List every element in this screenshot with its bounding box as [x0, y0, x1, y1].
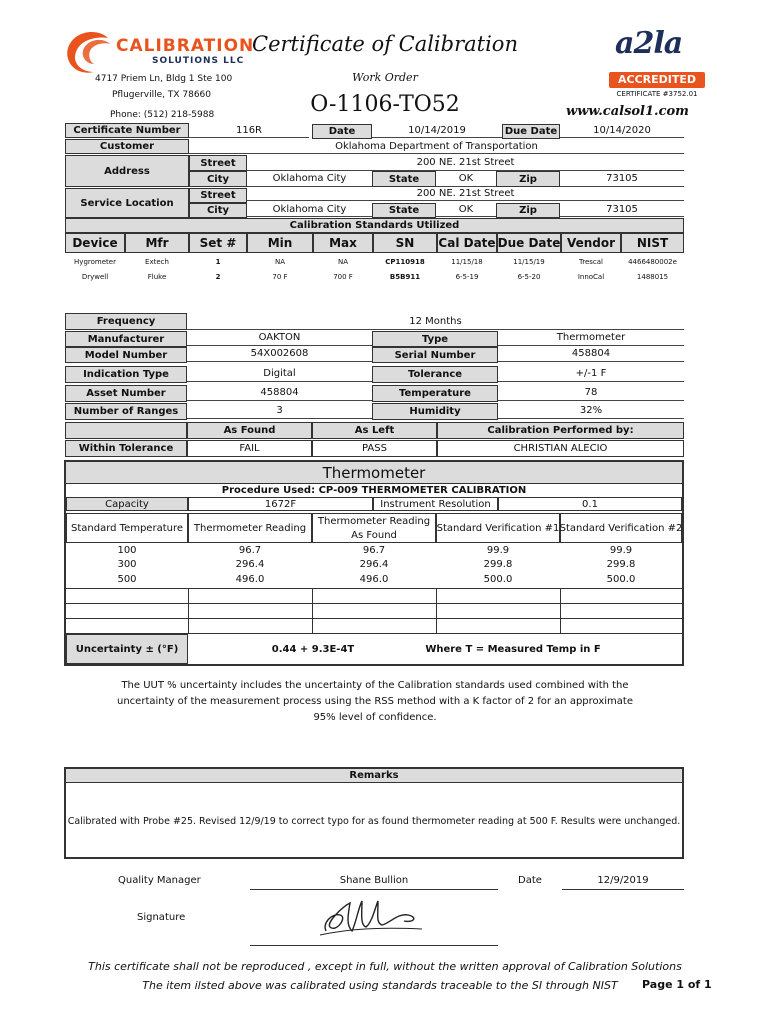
as-found-value: FAIL [187, 440, 312, 457]
a2la-mark: a2la [615, 26, 683, 61]
statement-line-3: 95% level of confidence. [313, 712, 437, 723]
std-cell: NA [337, 258, 349, 266]
std-header-sn: SN [373, 233, 437, 253]
frequency-value: 12 Months [187, 313, 684, 330]
resolution-label: Instrument Resolution [373, 497, 498, 511]
address-label: Address [65, 155, 189, 187]
signoff-date-underline [562, 889, 684, 890]
uncertainty-statement [100, 678, 650, 726]
service-location-label: Service Location [65, 188, 189, 218]
company-address-1: 4717 Priem Ln, Bldg 1 Ste 100 [95, 74, 233, 84]
service-state-label: State [372, 203, 436, 218]
within-tolerance-label: Within Tolerance [65, 440, 187, 457]
table-gridline [436, 588, 437, 633]
resolution-value: 0.1 [498, 497, 682, 511]
std-cell: Fluke [147, 273, 167, 281]
table-gridline [188, 588, 189, 633]
date-label: Date [312, 124, 372, 139]
performed-by-value: CHRISTIAN ALECIO [437, 440, 684, 457]
address-state-label: State [372, 171, 436, 187]
std-header-vendor: Vendor [561, 233, 621, 253]
table-gridline [66, 603, 682, 604]
as-found-label: As Found [187, 422, 312, 439]
std-cell: 2 [215, 273, 221, 281]
qm-name-underline [250, 889, 498, 890]
standards-title: Calibration Standards Utilized [65, 218, 684, 233]
std-header-device: Device [65, 233, 125, 253]
type-label: Type [372, 331, 498, 347]
std-cell: 1 [215, 258, 221, 266]
customer-value: Oklahoma Department of Transportation [189, 139, 684, 154]
tolerance-label: Tolerance [372, 366, 498, 383]
performed-by-label: Calibration Performed by: [437, 422, 684, 439]
table-cell: 496.0 [235, 574, 265, 585]
std-cell: B5B911 [389, 273, 421, 281]
serial-label: Serial Number [372, 347, 498, 363]
std-cell: Trescal [578, 258, 603, 266]
capacity-value: 1672F [188, 497, 373, 511]
table-cell: 500 [117, 574, 137, 585]
table-cell: 496.0 [359, 574, 389, 585]
address-street-value: 200 NE. 21st Street [247, 155, 684, 171]
table-cell: 296.4 [359, 559, 389, 570]
std-header-max: Max [313, 233, 373, 253]
table-cell: 99.9 [486, 545, 510, 556]
std-header-due-date: Due Date [497, 233, 561, 253]
remarks-text: Calibrated with Probe #25. Revised 12/9/19 to correct typo for as found thermometer reading at 500 F. Results were unchanged. [67, 815, 681, 827]
std-cell: Hygrometer [74, 258, 116, 266]
footer-line-1: This certificate shall not be reproduced , except in full, without the written approval of Calibration Solutions [88, 960, 682, 973]
table-cell: 96.7 [362, 545, 386, 556]
manufacturer-label: Manufacturer [65, 331, 187, 347]
asset-value: 458804 [187, 384, 372, 401]
table-cell: 296.4 [235, 559, 265, 570]
handwritten-signature [318, 893, 428, 941]
table-cell: 299.8 [483, 559, 513, 570]
table-cell: 500.0 [483, 574, 513, 585]
service-city-label: City [189, 203, 247, 218]
procedure-used: Procedure Used: CP-009 THERMOMETER CALIBRATION [221, 485, 527, 496]
footer-line-2: The item ilsted above was calibrated using standards traceable to the SI through NIST [142, 979, 618, 992]
logo-text-line2: SOLUTIONS LLC [152, 56, 245, 66]
service-street-label: Street [189, 188, 247, 203]
model-value: 54X002608 [187, 346, 372, 362]
statement-line-2: uncertainty of the measurement process using the RSS method with a K factor of 2 for an approximate [117, 696, 633, 707]
address-zip-label: Zip [496, 171, 560, 187]
table-cell: 100 [117, 545, 137, 556]
tolerance-value: +/-1 F [498, 365, 684, 382]
std-header-min: Min [247, 233, 313, 253]
table-cell: 99.9 [609, 545, 633, 556]
service-zip-value: 73105 [560, 202, 684, 217]
certificate-number-badge: CERTIFICATE #3752.01 [616, 90, 698, 98]
signature-underline [250, 945, 498, 946]
std-header-cal-date: Cal Date [437, 233, 497, 253]
service-city-value: Oklahoma City [247, 202, 372, 217]
col-verification-2: Standard Verification #2 [560, 513, 682, 543]
cert-number-label: Certificate Number [65, 123, 189, 138]
quality-manager-name: Shane Bullion [339, 875, 409, 886]
col-thermometer-reading: Thermometer Reading [188, 513, 312, 543]
table-cell: 299.8 [606, 559, 636, 570]
company-phone: Phone: (512) 218-5988 [110, 110, 215, 120]
accredited-label: ACCREDITED [609, 72, 705, 88]
humidity-label: Humidity [372, 403, 498, 420]
website-link[interactable]: www.calsol1.com [566, 104, 689, 119]
col-standard-temperature: Standard Temperature [66, 513, 188, 543]
std-header-mfr: Mfr [125, 233, 189, 253]
address-street-label: Street [189, 155, 247, 171]
work-order-number: O-1106-TO52 [310, 92, 460, 117]
tolerance-blank-label [65, 422, 187, 439]
table-gridline [560, 588, 561, 633]
table-gridline [312, 588, 313, 633]
address-city-value: Oklahoma City [247, 171, 372, 187]
manufacturer-value: OAKTON [187, 330, 372, 346]
std-cell: 700 F [333, 273, 353, 281]
logo-swoosh-icon [64, 30, 114, 76]
std-cell: Drywell [81, 273, 109, 281]
std-cell: Extech [145, 258, 169, 266]
service-street-value: 200 NE. 21st Street [247, 186, 684, 201]
std-cell: 70 F [272, 273, 288, 281]
address-city-label: City [189, 171, 247, 187]
std-header-nist: NIST [621, 233, 684, 253]
as-left-value: PASS [312, 440, 437, 457]
table-cell: 300 [117, 559, 137, 570]
std-cell: NA [274, 258, 286, 266]
col-verification-1: Standard Verification #1 [436, 513, 560, 543]
frequency-label: Frequency [65, 313, 187, 330]
asset-label: Asset Number [65, 385, 187, 402]
temperature-value: 78 [498, 384, 684, 401]
company-address-2: Pflugerville, TX 78660 [112, 90, 211, 100]
uncertainty-note: Where T = Measured Temp in F [425, 643, 601, 655]
cert-number-value: 116R [189, 123, 309, 138]
page-number: Page 1 of 1 [642, 978, 712, 991]
std-cell: InnoCal [577, 273, 605, 281]
std-cell: 1488015 [636, 273, 669, 281]
due-date-label: Due Date [502, 124, 560, 139]
signoff-date-label: Date [518, 875, 542, 886]
std-header-set: Set # [189, 233, 247, 253]
std-cell: 11/15/18 [451, 258, 483, 266]
col-as-found-line1: Thermometer Reading [317, 515, 431, 527]
table-gridline [66, 618, 682, 619]
model-label: Model Number [65, 347, 187, 363]
table-gridline [66, 588, 682, 589]
address-state-value: OK [436, 171, 496, 187]
std-cell: 11/15/19 [513, 258, 545, 266]
humidity-value: 32% [498, 402, 684, 419]
signature-label: Signature [137, 912, 186, 923]
uncertainty-label: Uncertainty ± (°F) [66, 634, 188, 664]
temperature-label: Temperature [372, 385, 498, 402]
thermometer-title: Thermometer [66, 462, 682, 484]
service-zip-label: Zip [496, 203, 560, 218]
col-as-found [312, 513, 436, 543]
capacity-label: Capacity [66, 497, 188, 511]
col-as-found-line2: As Found [351, 529, 397, 541]
std-cell: 6-5-20 [517, 273, 541, 281]
ranges-label: Number of Ranges [65, 403, 187, 420]
remarks-title: Remarks [66, 769, 682, 783]
table-cell: 96.7 [238, 545, 262, 556]
uncertainty-value: 0.44 + 9.3E-4T [271, 643, 355, 655]
as-left-label: As Left [312, 422, 437, 439]
table-cell: 500.0 [606, 574, 636, 585]
std-cell: CP110918 [385, 258, 425, 266]
address-zip-value: 73105 [560, 171, 684, 187]
std-cell: 6-5-19 [455, 273, 479, 281]
page-title: Certificate of Calibration [252, 32, 518, 56]
quality-manager-label: Quality Manager [118, 875, 201, 886]
logo-text-line1: CALIBRATION [116, 36, 255, 56]
std-cell: 4466480002e [628, 258, 677, 266]
statement-line-1: The UUT % uncertainty includes the uncertainty of the Calibration standards used combined with the [121, 680, 629, 691]
work-order-label: Work Order [352, 71, 418, 84]
indication-label: Indication Type [65, 366, 187, 383]
due-date-value: 10/14/2020 [560, 123, 684, 138]
indication-value: Digital [187, 365, 372, 382]
service-state-value: OK [436, 202, 496, 217]
type-value: Thermometer [498, 330, 684, 346]
serial-value: 458804 [498, 346, 684, 362]
customer-label: Customer [65, 139, 189, 154]
signoff-date-value: 12/9/2019 [597, 875, 649, 886]
date-value: 10/14/2019 [372, 123, 502, 138]
ranges-value: 3 [187, 402, 372, 419]
